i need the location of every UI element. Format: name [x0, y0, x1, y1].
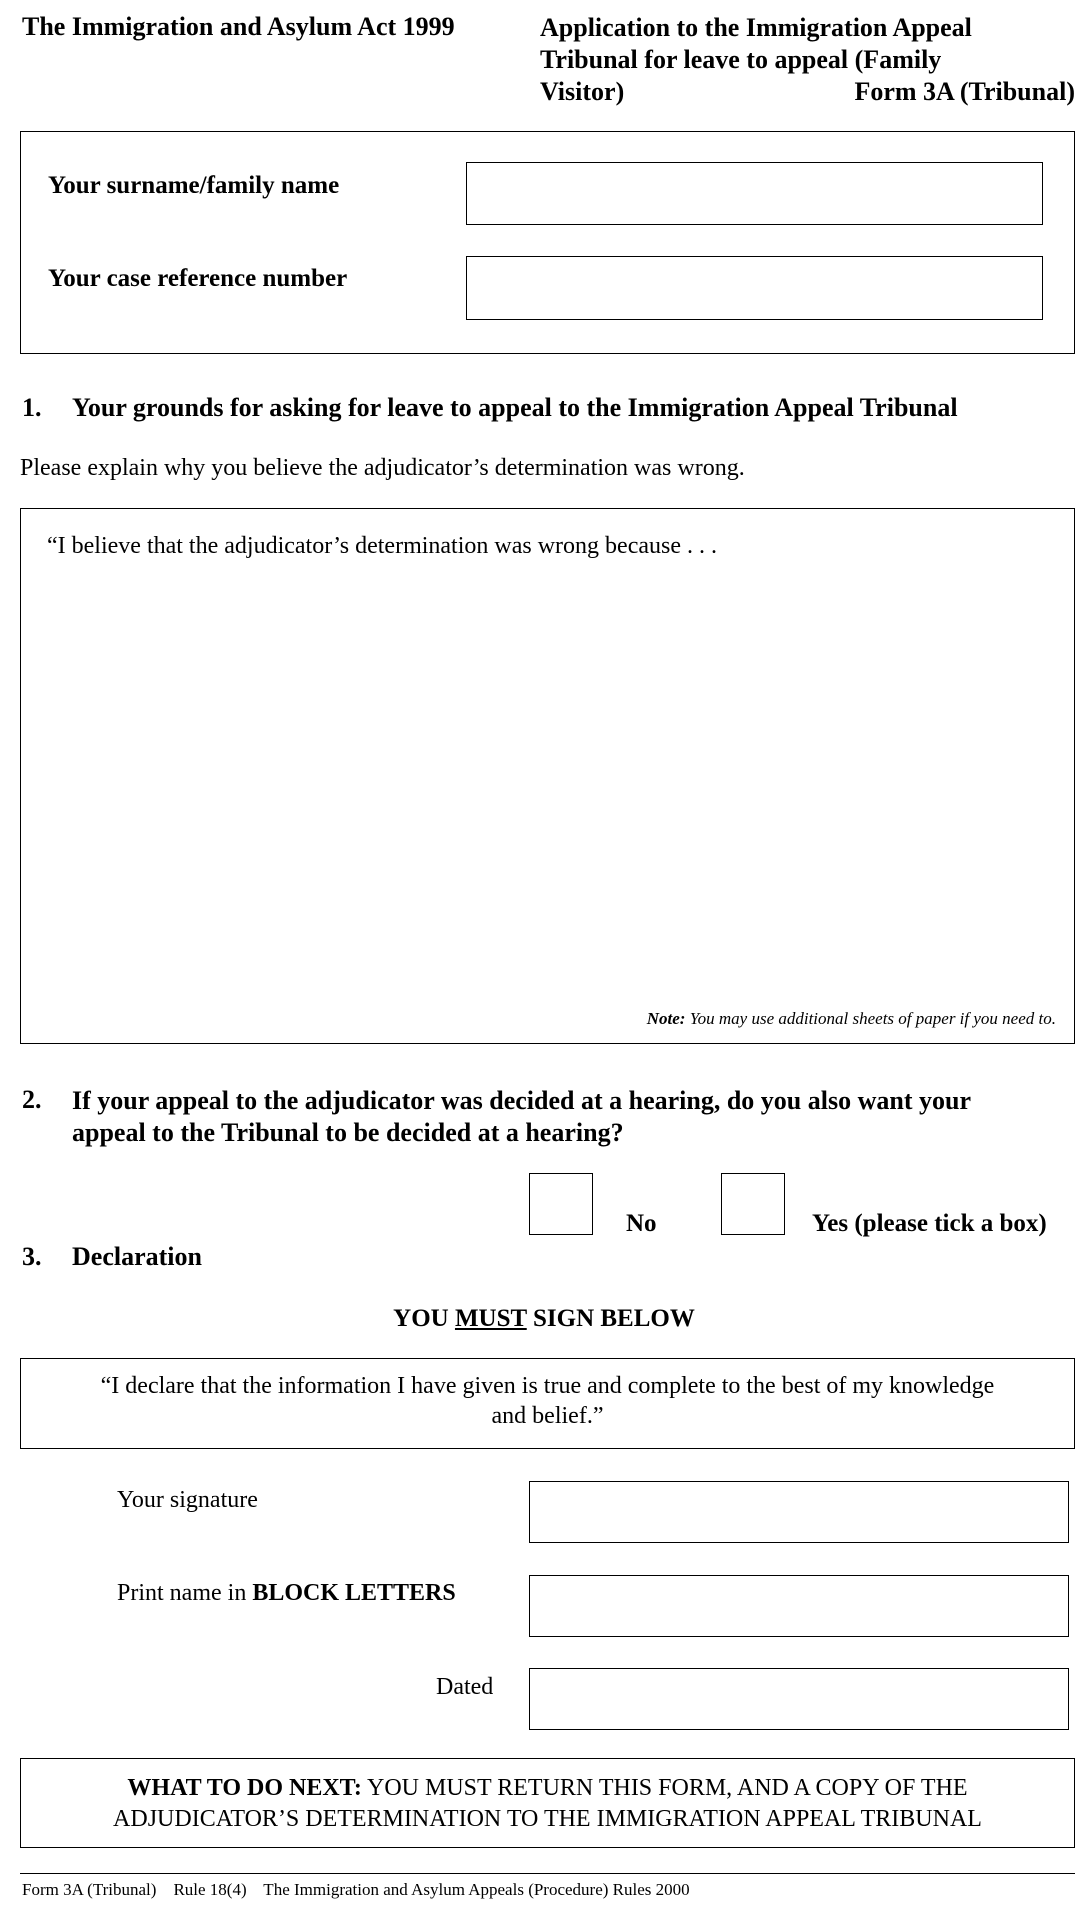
- hearing-yes-label: Yes (please tick a box): [812, 1210, 1047, 1237]
- case-ref-field[interactable]: [466, 256, 1043, 320]
- hearing-no-label: No: [626, 1210, 657, 1237]
- footer-rule: [20, 1873, 1075, 1874]
- next-steps-line-1-rest: YOU MUST RETURN THIS FORM, AND A COPY OF THE: [361, 1775, 968, 1801]
- must-sign-post: SIGN BELOW: [526, 1305, 695, 1332]
- declaration-text: [21, 1371, 1074, 1431]
- section-2-question-line-1: If your appeal to the adjudicator was decided at a hearing, do you also want your: [72, 1086, 971, 1115]
- form-title: [540, 12, 1075, 108]
- act-title: The Immigration and Asylum Act 1999: [22, 12, 455, 41]
- section-1-number: 1.: [22, 393, 42, 422]
- hearing-no-checkbox[interactable]: [529, 1173, 593, 1235]
- print-name-label-bold: BLOCK LETTERS: [252, 1580, 456, 1606]
- declaration-line-2: and belief.”: [491, 1403, 604, 1429]
- hearing-yes-checkbox[interactable]: [721, 1173, 785, 1235]
- section-1-instruction: Please explain why you believe the adjudicator’s determination was wrong.: [20, 455, 745, 481]
- footer-text: Form 3A (Tribunal) Rule 18(4) The Immigration and Asylum Appeals (Procedure) Rules 2000: [22, 1880, 690, 1899]
- grounds-textarea[interactable]: [20, 508, 1075, 1044]
- must-sign-heading: [0, 1305, 1088, 1333]
- section-3-number: 3.: [22, 1242, 42, 1271]
- signature-label: Your signature: [117, 1487, 258, 1513]
- section-3-heading: Declaration: [72, 1242, 202, 1271]
- next-steps-line-1: [21, 1773, 1074, 1804]
- next-steps-box: [20, 1758, 1075, 1848]
- surname-field[interactable]: [466, 162, 1043, 225]
- case-ref-label: Your case reference number: [48, 265, 348, 292]
- signature-field[interactable]: [529, 1481, 1069, 1543]
- form-title-line-3: [540, 76, 1075, 108]
- next-steps-lead: WHAT TO DO NEXT:: [127, 1775, 362, 1801]
- form-title-line-2: Tribunal for leave to appeal (Family: [540, 45, 942, 74]
- declaration-box: [20, 1358, 1075, 1449]
- print-name-field[interactable]: [529, 1575, 1069, 1637]
- next-steps-text: [21, 1773, 1074, 1835]
- surname-label: Your surname/family name: [48, 172, 340, 199]
- grounds-note: [647, 1009, 1056, 1029]
- dated-label: Dated: [436, 1674, 494, 1700]
- date-field[interactable]: [529, 1668, 1069, 1730]
- grounds-prefill: “I believe that the adjudicator’s determination was wrong because . . .: [47, 533, 717, 559]
- note-label: Note:: [646, 1009, 686, 1028]
- next-steps-line-2: ADJUDICATOR’S DETERMINATION TO THE IMMIGRATION APPEAL TRIBUNAL: [113, 1806, 982, 1832]
- form-id: Form 3A (Tribunal): [854, 77, 1075, 106]
- form-title-line-1: Application to the Immigration Appeal: [540, 13, 972, 42]
- print-name-label-text: Print name in: [117, 1580, 253, 1606]
- section-1-heading: Your grounds for asking for leave to appeal to the Immigration Appeal Tribunal: [72, 393, 958, 422]
- declaration-line-1: “I declare that the information I have given is true and complete to the best of my knowledge: [100, 1373, 995, 1399]
- must-sign-emphasis: MUST: [454, 1305, 527, 1332]
- print-name-label: [117, 1580, 456, 1607]
- section-2-question: [72, 1085, 971, 1149]
- form-title-visitor: Visitor): [540, 77, 625, 106]
- must-sign-pre: YOU: [393, 1305, 455, 1332]
- note-text: You may use additional sheets of paper if you need to.: [689, 1009, 1056, 1028]
- section-2-number: 2.: [22, 1085, 42, 1114]
- section-2-question-line-2: appeal to the Tribunal to be decided at a hearing?: [72, 1118, 624, 1147]
